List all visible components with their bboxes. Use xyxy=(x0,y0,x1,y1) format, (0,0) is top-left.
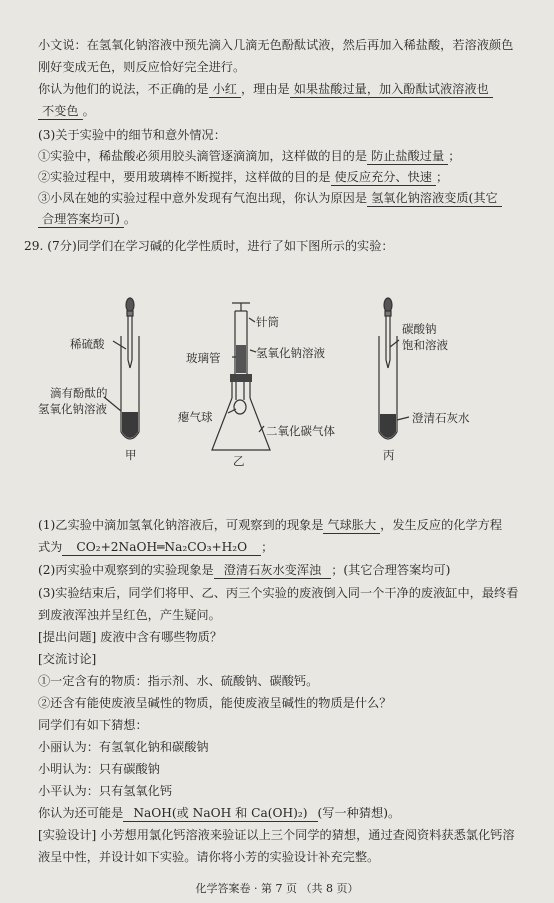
label-deflated-balloon: 瘪气球 xyxy=(178,410,213,424)
text-line: 小文说：在氢氧化钠溶液中预先滴入几滴无色酚酞试液，然后再加入稀盐酸，若溶液颜色 xyxy=(38,38,514,52)
label-saturated-solution: 饱和溶液 xyxy=(402,338,448,352)
label-sodium-carbonate: 碳酸钠 xyxy=(402,322,437,336)
question-29-heading: 29. (7分)同学们在学习碱的化学性质时，进行了如下图所示的实验： xyxy=(24,239,394,253)
answer-blank: 防止盐酸过量 xyxy=(367,149,448,165)
text-line: 液呈中性，并设计如下实验。请你将小芳的实验设计补充完整。 xyxy=(38,850,380,864)
answer-blank: 澄清石灰水变浑浊 xyxy=(214,563,332,579)
label-naoh-solution-yi: 氢氧化钠溶液 xyxy=(256,346,325,360)
text-line: [实验设计] 小芳想用氯化钙溶液来验证以上三个同学的猜想，通过查阅资料获悉氯化钙溶 xyxy=(38,828,515,842)
text-line: 小平认为：只有氢氧化钙 xyxy=(38,784,173,798)
leader-line xyxy=(113,341,126,349)
text: ； xyxy=(448,149,461,163)
answer-blank: 使反应充分、快速 xyxy=(331,170,437,186)
text-line xyxy=(38,518,502,534)
text: ，理由是 xyxy=(241,82,290,96)
text: 。 xyxy=(123,212,137,226)
text-line xyxy=(38,563,450,579)
text-line xyxy=(38,540,273,556)
text: ①实验中，稀盐酸必须用胶头滴管逐滴滴加，这样做的目的是 xyxy=(38,149,368,163)
answer-blank: 氢氧化钠溶液变质(其它 xyxy=(367,191,502,207)
text: ，发生反应的化学方程 xyxy=(380,518,503,532)
answer-blank: 合理答案均可) xyxy=(38,212,124,228)
label-dilute-sulfuric-acid: 稀硫酸 xyxy=(70,337,105,351)
label-phenolphthalein: 滴有酚酞的 xyxy=(50,386,108,400)
label-limewater: 澄清石灰水 xyxy=(412,411,470,425)
text: ； xyxy=(261,540,274,554)
dropper-bing-icon xyxy=(384,298,392,368)
syringe-icon xyxy=(232,303,250,378)
dropper-jia-icon xyxy=(126,298,134,368)
text-line: 小明认为：只有碳酸钠 xyxy=(38,762,160,776)
label-glass-tube: 玻璃管 xyxy=(186,351,221,365)
test-tube-bing-icon xyxy=(379,336,397,439)
text-line: [交流讨论] xyxy=(38,652,97,666)
text-line: ②还含有能使废液呈碱性的物质，能使废液呈碱性的物质是什么？ xyxy=(38,696,392,710)
text-line: 到废液浑浊并呈红色，产生疑问。 xyxy=(38,608,221,622)
label-jia: 甲 xyxy=(125,448,137,462)
leader-line xyxy=(249,318,255,322)
label-yi: 乙 xyxy=(233,454,245,468)
text: (写一种猜想)。 xyxy=(317,806,401,820)
text: ； xyxy=(436,170,449,184)
flask-icon xyxy=(212,374,270,450)
label-syringe: 针筒 xyxy=(256,315,279,329)
answer-blank: CO₂+2NaOH═Na₂CO₃+H₂O xyxy=(62,540,261,556)
text: ②实验过程中，要用玻璃棒不断搅拌，这样做的目的是 xyxy=(38,170,331,184)
leader-line xyxy=(390,340,399,347)
balloon-icon xyxy=(234,400,246,414)
text: ③小凤在她的实验过程中意外发现有气泡出现，你认为原因是 xyxy=(38,191,368,205)
answer-blank: 如果盐酸过量，加入酚酞试液溶液也 xyxy=(290,82,493,98)
text: (1)乙实验中滴加氢氧化钠溶液后，可观察到的现象是 xyxy=(38,518,324,532)
answer-blank: NaOH(或 NaOH 和 Ca(OH)₂) xyxy=(123,806,317,822)
text: 你认为他们的说法，不正确的是 xyxy=(38,82,209,96)
label-bing: 丙 xyxy=(383,448,395,462)
test-tube-jia-icon xyxy=(121,336,139,439)
text-line: [提出问题] 废液中含有哪些物质？ xyxy=(38,630,223,644)
text-line xyxy=(38,806,400,822)
text-line: 同学们有如下猜想： xyxy=(38,718,148,732)
text-line: (3)关于实验中的细节和意外情况： xyxy=(38,128,226,142)
text: 式为 xyxy=(38,540,63,554)
text-line: 小丽认为：有氢氧化钠和碳酸钠 xyxy=(38,740,209,754)
text: 你认为还可能是 xyxy=(38,806,124,820)
text: (2)丙实验中观察到的实验现象是 xyxy=(38,563,214,577)
label-co2-gas: 二氧化碳气体 xyxy=(266,424,335,438)
page-footer: 化学答案卷 · 第 7 页 （共 8 页） xyxy=(195,882,359,895)
leader-line xyxy=(397,417,409,420)
text: ；(其它合理答案均可) xyxy=(331,563,451,577)
text-line: ①一定含有的物质：指示剂、水、硫酸钠、碳酸钙。 xyxy=(38,674,319,688)
text-line: (3)实验结束后，同学们将甲、乙、丙三个实验的废液倒入同一个干净的废液缸中，最终看 xyxy=(38,586,519,600)
answer-blank: 气球胀大 xyxy=(323,518,380,534)
text: 。 xyxy=(82,104,95,118)
answer-blank: 小红 xyxy=(209,82,241,98)
label-naoh-solution-jia: 氢氧化钠溶液 xyxy=(38,402,107,416)
text-line: 刚好变成无色，则反应恰好完全进行。 xyxy=(38,60,246,74)
answer-blank: 不变色 xyxy=(38,104,83,120)
